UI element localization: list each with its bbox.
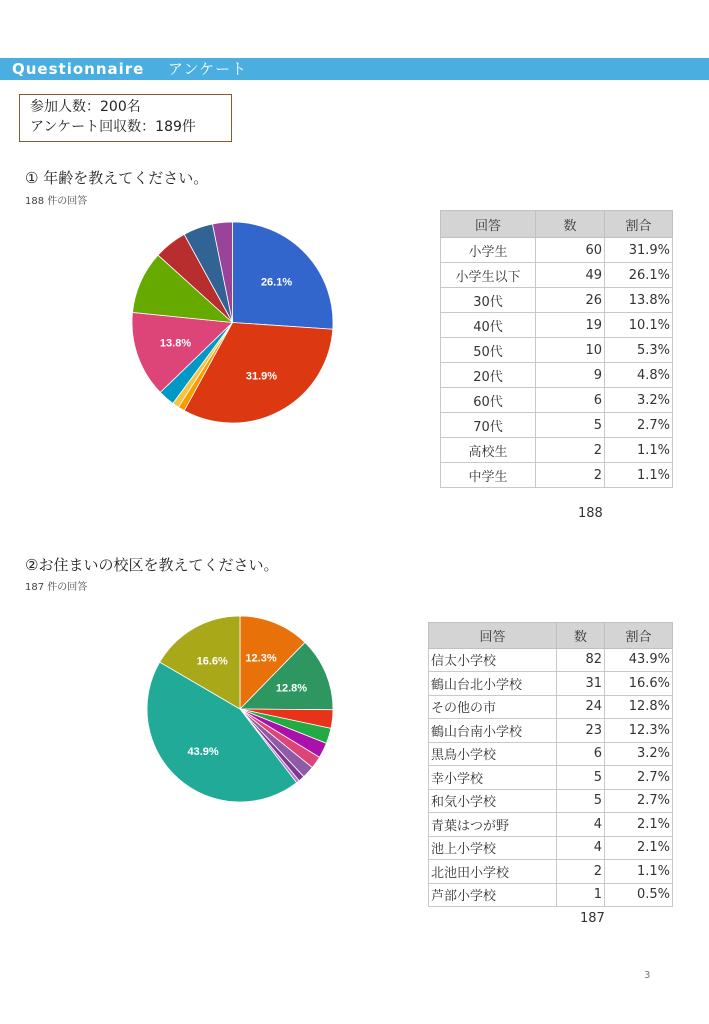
q1-answer-cell: 中学生 xyxy=(441,463,536,488)
q2-table xyxy=(428,622,673,907)
q2-slice-label: 16.6% xyxy=(196,655,228,668)
q2-answer-cell: 信太小学校 xyxy=(429,648,557,672)
q2-count-cell: 6 xyxy=(557,742,605,766)
q2-row xyxy=(429,719,673,743)
q1-row xyxy=(441,338,673,363)
q2-count-cell: 1 xyxy=(557,883,605,907)
q1-col-answer: 回答 xyxy=(441,211,536,238)
q1-col-ratio: 割合 xyxy=(605,211,673,238)
q1-row xyxy=(441,313,673,338)
q1-ratio-cell: 5.3% xyxy=(605,338,673,363)
q2-ratio-cell: 12.3% xyxy=(605,719,673,743)
q2-row xyxy=(429,836,673,860)
q1-count-cell: 9 xyxy=(536,363,605,388)
q2-answer-cell: 鶴山台南小学校 xyxy=(429,719,557,743)
q2-ratio-cell: 1.1% xyxy=(605,860,673,884)
q1-answer-cell: 50代 xyxy=(441,338,536,363)
q2-answer-cell: 黒鳥小学校 xyxy=(429,742,557,766)
q2-count-cell: 5 xyxy=(557,789,605,813)
q1-row xyxy=(441,238,673,263)
q2-col-answer: 回答 xyxy=(429,623,557,649)
q2-slice-label: 12.3% xyxy=(245,652,277,665)
q2-slice-label: 12.8% xyxy=(275,682,308,695)
q1-slice-label: 13.8% xyxy=(159,337,192,350)
q1-row xyxy=(441,438,673,463)
q1-count-cell: 5 xyxy=(536,413,605,438)
q2-row xyxy=(429,672,673,696)
q1-slice-label: 26.1% xyxy=(260,276,293,289)
q2-row xyxy=(429,813,673,837)
q2-count-cell: 82 xyxy=(557,648,605,672)
q1-row xyxy=(441,463,673,488)
q1-ratio-cell: 13.8% xyxy=(605,288,673,313)
info-box xyxy=(19,94,232,142)
q1-answer-cell: 40代 xyxy=(441,313,536,338)
q2-count-cell: 31 xyxy=(557,672,605,696)
q1-pie-chart xyxy=(130,220,335,425)
q2-answer-cell: 北池田小学校 xyxy=(429,860,557,884)
q2-row xyxy=(429,695,673,719)
q2-pie-chart xyxy=(145,614,335,804)
q1-response-count: 188 件の回答 xyxy=(25,196,88,207)
q1-answer-cell: 高校生 xyxy=(441,438,536,463)
q1-slice-label: 31.9% xyxy=(245,370,278,383)
q1-count-cell: 6 xyxy=(536,388,605,413)
q2-ratio-cell: 2.1% xyxy=(605,836,673,860)
q1-answer-cell: 小学生 xyxy=(441,238,536,263)
q1-answer-cell: 60代 xyxy=(441,388,536,413)
q1-ratio-cell: 1.1% xyxy=(605,463,673,488)
q2-answer-cell: その他の市 xyxy=(429,695,557,719)
q1-ratio-cell: 31.9% xyxy=(605,238,673,263)
q1-answer-cell: 20代 xyxy=(441,363,536,388)
q2-ratio-cell: 2.7% xyxy=(605,766,673,790)
q2-slice-label: 43.9% xyxy=(187,745,219,758)
q1-count-cell: 2 xyxy=(536,438,605,463)
q1-title: ① 年齢を教えてください。 xyxy=(25,169,209,187)
q2-row xyxy=(429,860,673,884)
q2-ratio-cell: 0.5% xyxy=(605,883,673,907)
q1-row xyxy=(441,363,673,388)
q2-ratio-cell: 2.1% xyxy=(605,813,673,837)
page-number: 3 xyxy=(644,970,651,981)
q2-col-ratio: 割合 xyxy=(605,623,673,649)
q1-count-cell: 19 xyxy=(536,313,605,338)
q2-count-cell: 2 xyxy=(557,860,605,884)
q1-ratio-cell: 2.7% xyxy=(605,413,673,438)
q1-table xyxy=(440,210,673,488)
responses-text: アンケート回収数：189件 xyxy=(30,119,196,135)
q2-answer-cell: 鶴山台北小学校 xyxy=(429,672,557,696)
participants-text: 参加人数：200名 xyxy=(30,99,141,115)
q1-count-cell: 10 xyxy=(536,338,605,363)
q1-answer-cell: 70代 xyxy=(441,413,536,438)
q1-answer-cell: 30代 xyxy=(441,288,536,313)
q1-count-cell: 2 xyxy=(536,463,605,488)
q1-ratio-cell: 3.2% xyxy=(605,388,673,413)
q1-ratio-cell: 26.1% xyxy=(605,263,673,288)
q2-title: ②お住まいの校区を教えてください。 xyxy=(25,556,279,574)
q2-response-count: 187 件の回答 xyxy=(25,582,88,593)
q1-row xyxy=(441,288,673,313)
q2-count-cell: 5 xyxy=(557,766,605,790)
q2-ratio-cell: 12.8% xyxy=(605,695,673,719)
q2-answer-cell: 芦部小学校 xyxy=(429,883,557,907)
q1-ratio-cell: 10.1% xyxy=(605,313,673,338)
q1-row xyxy=(441,388,673,413)
section-banner xyxy=(0,58,709,80)
q2-col-count: 数 xyxy=(557,623,605,649)
q1-answer-cell: 小学生以下 xyxy=(441,263,536,288)
q2-row xyxy=(429,648,673,672)
q2-count-cell: 24 xyxy=(557,695,605,719)
q1-count-cell: 26 xyxy=(536,288,605,313)
q1-row xyxy=(441,413,673,438)
q2-count-cell: 4 xyxy=(557,836,605,860)
q2-answer-cell: 幸小学校 xyxy=(429,766,557,790)
banner-title-jp: アンケート xyxy=(168,60,248,78)
q2-ratio-cell: 3.2% xyxy=(605,742,673,766)
banner-title-en: Questionnaire xyxy=(12,60,145,78)
q2-total: 187 xyxy=(580,911,605,926)
q2-answer-cell: 青葉はつが野 xyxy=(429,813,557,837)
q2-row xyxy=(429,883,673,907)
q2-ratio-cell: 2.7% xyxy=(605,789,673,813)
q2-count-cell: 23 xyxy=(557,719,605,743)
q2-row xyxy=(429,742,673,766)
q2-row xyxy=(429,766,673,790)
q1-ratio-cell: 1.1% xyxy=(605,438,673,463)
q1-ratio-cell: 4.8% xyxy=(605,363,673,388)
q1-row xyxy=(441,263,673,288)
q2-ratio-cell: 43.9% xyxy=(605,648,673,672)
q2-answer-cell: 和気小学校 xyxy=(429,789,557,813)
q1-col-count: 数 xyxy=(536,211,605,238)
q2-answer-cell: 池上小学校 xyxy=(429,836,557,860)
q1-count-cell: 60 xyxy=(536,238,605,263)
q2-ratio-cell: 16.6% xyxy=(605,672,673,696)
q2-count-cell: 4 xyxy=(557,813,605,837)
q1-total: 188 xyxy=(578,506,603,521)
q2-row xyxy=(429,789,673,813)
q1-count-cell: 49 xyxy=(536,263,605,288)
